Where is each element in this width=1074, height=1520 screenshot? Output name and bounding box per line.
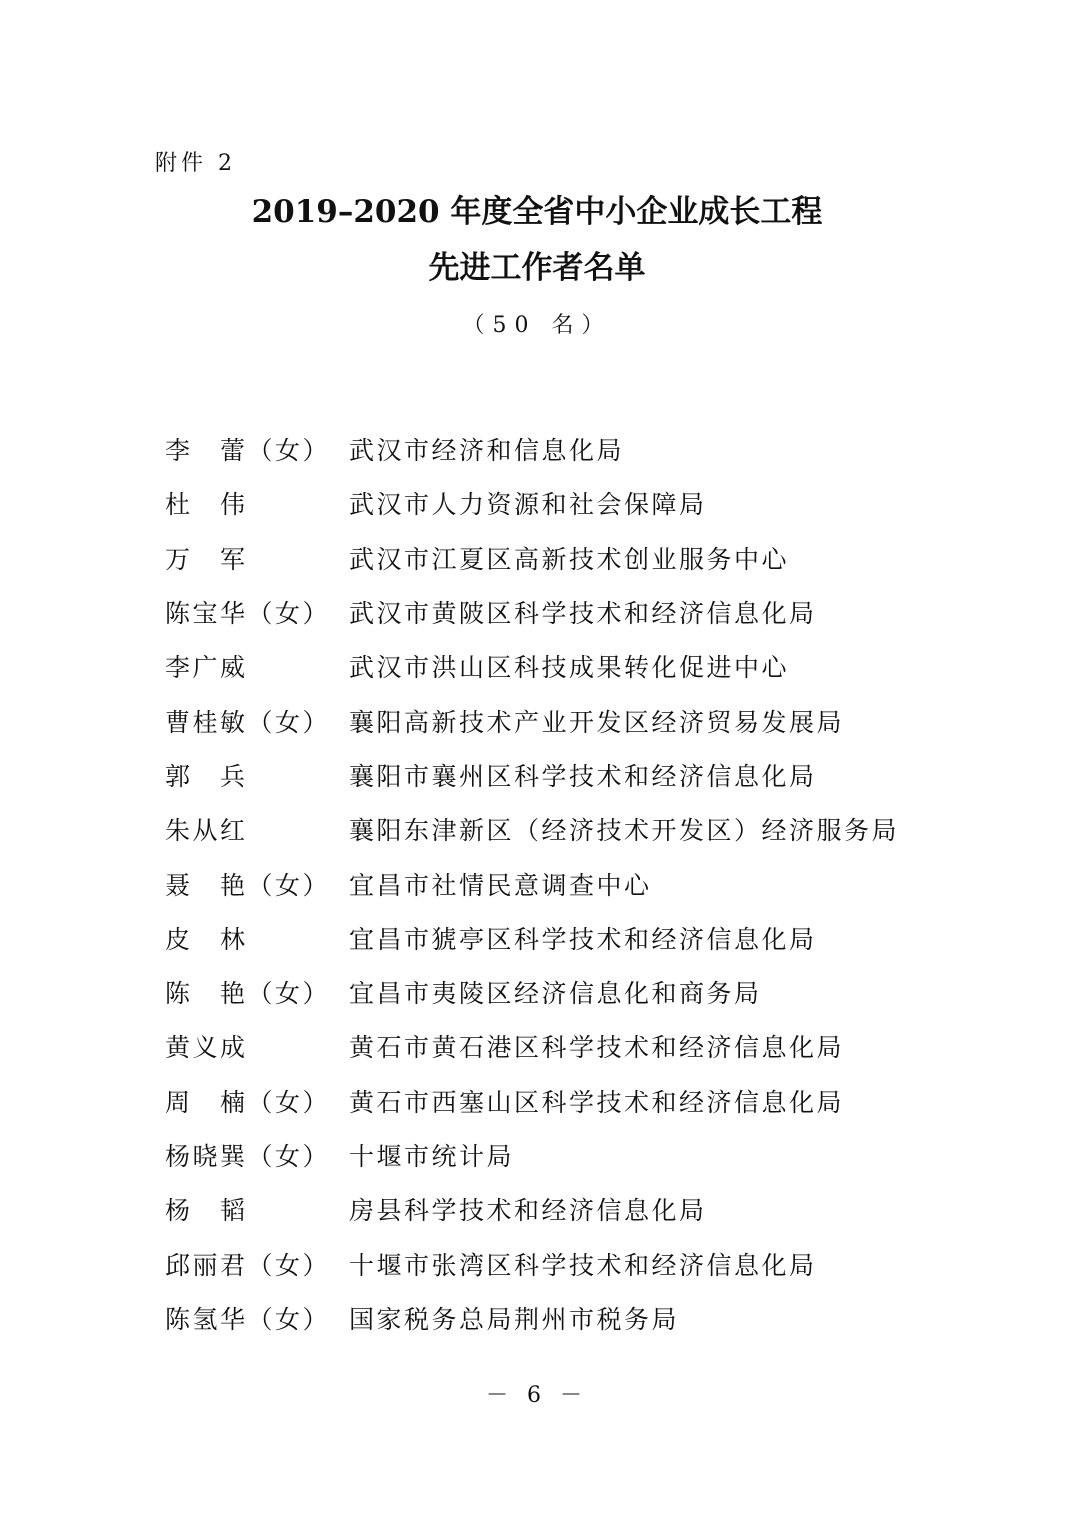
worker-organization: 武汉市黄陂区科学技术和经济信息化局 (349, 599, 817, 629)
worker-name: 聂 艳（女） (165, 870, 331, 900)
list-item (165, 585, 925, 639)
worker-name: 万 军 (165, 544, 248, 574)
worker-name: 邱丽君（女） (165, 1250, 331, 1280)
worker-name: 杜 伟 (165, 490, 248, 520)
list-item (165, 1236, 925, 1290)
list-item (165, 802, 925, 856)
document-title-line-1: 2019–2020 年度全省中小企业成长工程 (251, 194, 823, 230)
list-item (165, 422, 925, 476)
worker-organization: 襄阳高新技术产业开发区经济贸易发展局 (349, 707, 845, 737)
worker-name: 陈宝华（女） (165, 599, 331, 629)
list-item (165, 531, 925, 585)
worker-name: 朱从红 (165, 816, 248, 846)
list-item (165, 911, 925, 965)
worker-name: 陈 艳（女） (165, 979, 331, 1009)
list-item (165, 856, 925, 910)
worker-organization: 武汉市人力资源和社会保障局 (349, 490, 707, 520)
list-item (165, 748, 925, 802)
worker-name: 杨晓巽（女） (165, 1142, 331, 1171)
worker-organization: 十堰市张湾区科学技术和经济信息化局 (349, 1250, 817, 1280)
worker-organization: 黄石市西塞山区科学技术和经济信息化局 (349, 1087, 845, 1117)
worker-organization: 武汉市洪山区科技成果转化促进中心 (349, 653, 790, 683)
worker-name: 李 蕾（女） (165, 436, 331, 466)
list-item (165, 1019, 925, 1073)
list-item (165, 639, 925, 693)
worker-organization: 宜昌市夷陵区经济信息化和商务局 (349, 979, 762, 1009)
worker-name: 曹桂敏（女） (165, 707, 331, 737)
list-item (165, 1291, 925, 1345)
worker-name: 周 楠（女） (165, 1087, 331, 1117)
worker-organization: 襄阳东津新区（经济技术开发区）经济服务局 (349, 816, 900, 846)
attachment-label: 附件 2 (155, 151, 236, 176)
worker-organization: 国家税务总局荆州市税务局 (349, 1304, 680, 1334)
list-item (165, 1074, 925, 1128)
list-item (165, 1128, 925, 1182)
worker-organization: 襄阳市襄州区科学技术和经济信息化局 (349, 761, 817, 791)
worker-name: 皮 林 (165, 924, 248, 954)
worker-name: 郭 兵 (165, 761, 248, 791)
worker-organization: 宜昌市猇亭区科学技术和经济信息化局 (349, 924, 817, 954)
worker-organization: 房县科学技术和经济信息化局 (349, 1196, 707, 1226)
page-number: － 6 － (486, 1383, 588, 1408)
worker-name: 杨 韬 (165, 1196, 248, 1226)
worker-organization: 黄石市黄石港区科学技术和经济信息化局 (349, 1033, 845, 1063)
worker-organization: 武汉市经济和信息化局 (349, 436, 625, 466)
worker-organization: 十堰市统计局 (349, 1142, 515, 1171)
worker-name: 李广威 (165, 653, 248, 683)
list-item (165, 476, 925, 530)
worker-name: 陈氢华（女） (165, 1304, 331, 1334)
worker-list (165, 422, 925, 1345)
worker-name: 黄义成 (165, 1033, 248, 1063)
worker-organization: 宜昌市社情民意调查中心 (349, 870, 652, 900)
document-title-line-2: 先进工作者名单 (428, 250, 646, 286)
worker-organization: 武汉市江夏区高新技术创业服务中心 (349, 544, 790, 574)
list-item (165, 693, 925, 747)
count-label: （50 名） (462, 313, 612, 338)
list-item (165, 965, 925, 1019)
list-item (165, 1182, 925, 1236)
